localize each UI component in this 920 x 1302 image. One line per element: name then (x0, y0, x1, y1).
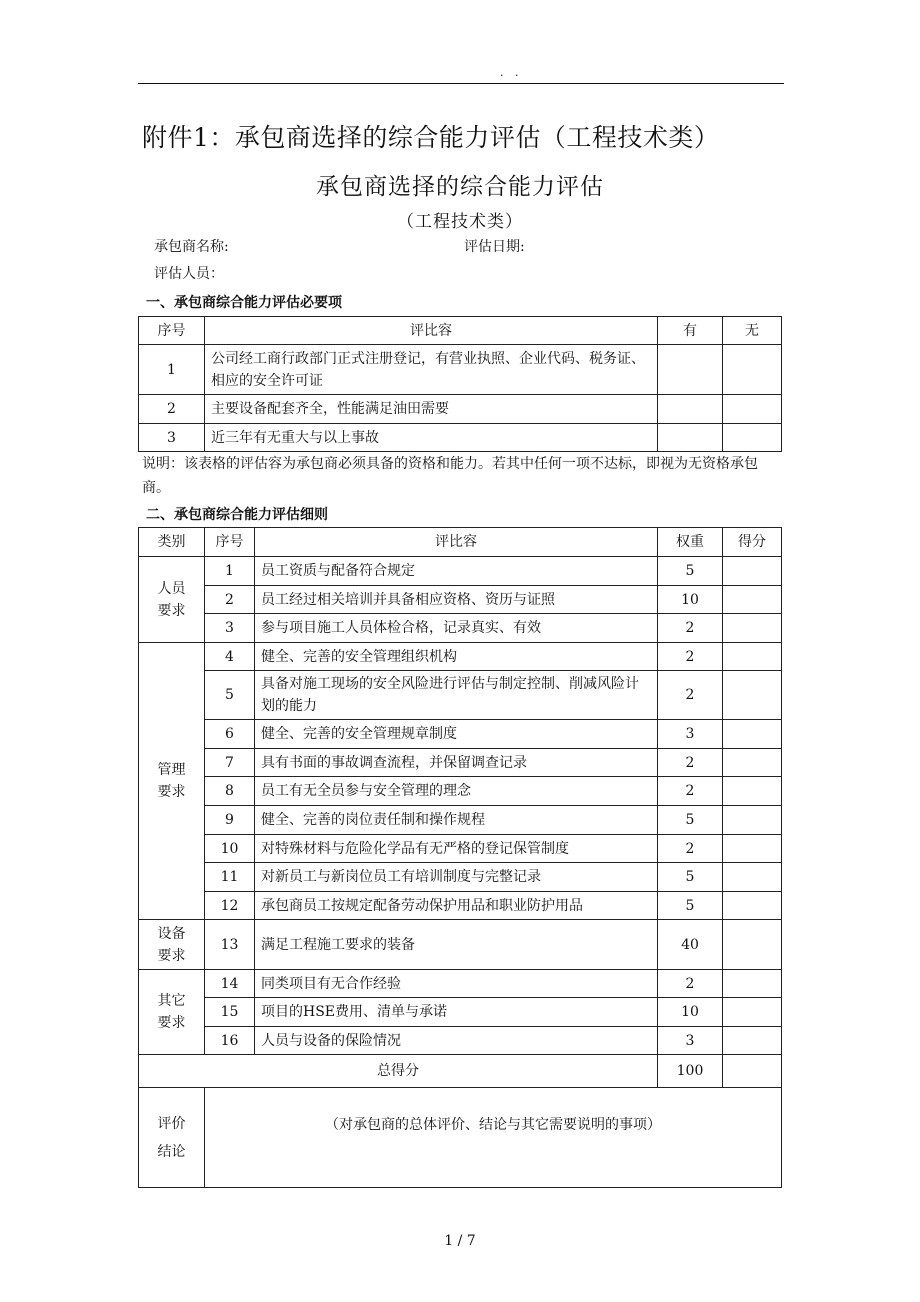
row-weight: 2 (658, 614, 723, 643)
row-no: 9 (205, 806, 255, 835)
total-score-cell[interactable] (723, 1055, 782, 1088)
eval-date-label: 评估日期: (464, 239, 525, 255)
row-content: 人员与设备的保险情况 (255, 1027, 658, 1055)
row-no: 12 (205, 892, 255, 920)
header-no: 序号 (205, 528, 255, 557)
table-row (139, 1027, 782, 1055)
contractor-name-label: 承包商名称: (154, 239, 229, 255)
row-content: 同类项目有无合作经验 (255, 970, 658, 998)
score-cell[interactable] (723, 643, 782, 671)
row-weight: 2 (658, 970, 723, 998)
table-row (139, 998, 782, 1027)
row-content: 对新员工与新岗位员工有培训制度与完整记录 (255, 863, 658, 892)
score-cell[interactable] (723, 557, 782, 586)
row-weight: 5 (658, 892, 723, 920)
score-cell[interactable] (723, 998, 782, 1027)
row-content: 员工有无全员参与安全管理的理念 (255, 777, 658, 806)
page-number: 1 / 7 (444, 1233, 476, 1249)
total-weight: 100 (658, 1055, 723, 1088)
row-weight: 40 (658, 920, 723, 970)
section1-title: 一、承包商综合能力评估必要项 (146, 295, 342, 311)
score-cell[interactable] (723, 892, 782, 920)
page-title: 承包商选择的综合能力评估 (316, 174, 604, 200)
score-cell[interactable] (723, 835, 782, 863)
row-content: 员工经过相关培训并具备相应资格、资历与证照 (255, 586, 658, 614)
row-content: 近三年有无重大与以上事故 (205, 424, 658, 452)
row-no: 1 (139, 345, 205, 395)
score-cell[interactable] (723, 749, 782, 777)
row-content: 承包商员工按规定配备劳动保护用品和职业防护用品 (255, 892, 658, 920)
row-weight: 2 (658, 671, 723, 720)
no-cell[interactable] (723, 395, 782, 424)
row-no: 15 (205, 998, 255, 1027)
row-no: 3 (205, 614, 255, 643)
row-no: 11 (205, 863, 255, 892)
table-row (139, 863, 782, 892)
row-no: 2 (139, 395, 205, 424)
row-no: 1 (205, 557, 255, 586)
score-cell[interactable] (723, 720, 782, 749)
no-cell[interactable] (723, 424, 782, 452)
header-weight: 权重 (658, 528, 723, 557)
row-no: 10 (205, 835, 255, 863)
row-content: 具有书面的事故调查流程，并保留调查记录 (255, 749, 658, 777)
row-weight: 2 (658, 777, 723, 806)
row-no: 2 (205, 586, 255, 614)
section2-title: 二、承包商综合能力评估细则 (146, 507, 328, 523)
header-score: 得分 (723, 528, 782, 557)
row-content: 满足工程施工要求的装备 (255, 920, 658, 970)
table-row (139, 614, 782, 643)
row-weight: 10 (658, 998, 723, 1027)
required-items-table (138, 316, 782, 452)
row-content: 公司经工商行政部门正式注册登记，有营业执照、企业代码、税务证、相应的安全许可证 (205, 345, 658, 395)
header-content: 评比容 (255, 528, 658, 557)
table-row (139, 777, 782, 806)
total-row (139, 1055, 782, 1088)
row-content: 对特殊材料与危险化学品有无严格的登记保管制度 (255, 835, 658, 863)
header-dots: . . (500, 66, 523, 79)
section1-note: 说明：该表格的评估容为承包商必须具备的资格和能力。若其中任何一项不达标，即视为无资格承包商。 (142, 456, 758, 496)
table-row (139, 345, 782, 395)
row-content: 健全、完善的岗位责任制和操作规程 (255, 806, 658, 835)
no-cell[interactable] (723, 345, 782, 395)
row-weight: 3 (658, 1027, 723, 1055)
score-cell[interactable] (723, 671, 782, 720)
evaluator-label: 评估人员： (154, 266, 224, 282)
table-row (139, 395, 782, 424)
table-row (139, 835, 782, 863)
yes-cell[interactable] (658, 424, 723, 452)
conclusion-field[interactable] (205, 1088, 782, 1188)
row-content: 健全、完善的安全管理规章制度 (255, 720, 658, 749)
table-row (139, 586, 782, 614)
header-rule (138, 83, 784, 84)
category-management: 管理要求 (139, 643, 205, 920)
table-row (139, 892, 782, 920)
category-equipment: 设备要求 (139, 920, 205, 970)
row-content: 员工资质与配备符合规定 (255, 557, 658, 586)
row-weight: 2 (658, 643, 723, 671)
row-weight: 2 (658, 749, 723, 777)
score-cell[interactable] (723, 614, 782, 643)
header-yes: 有 (658, 317, 723, 345)
row-no: 14 (205, 970, 255, 998)
conclusion-label: 评价结论 (139, 1088, 205, 1188)
header-content: 评比容 (205, 317, 658, 345)
score-cell[interactable] (723, 586, 782, 614)
yes-cell[interactable] (658, 345, 723, 395)
row-no: 13 (205, 920, 255, 970)
row-weight: 3 (658, 720, 723, 749)
table-row (139, 749, 782, 777)
conclusion-row (139, 1088, 782, 1188)
row-weight: 10 (658, 586, 723, 614)
category-other: 其它要求 (139, 970, 205, 1055)
table-row (139, 920, 782, 970)
attachment-title: 附件1：承包商选择的综合能力评估（工程技术类） (142, 123, 720, 152)
row-weight: 2 (658, 835, 723, 863)
table-row (139, 557, 782, 586)
total-label: 总得分 (139, 1055, 658, 1088)
score-cell[interactable] (723, 863, 782, 892)
conclusion-hint: （对承包商的总体评价、结论与其它需要说明的事项） (325, 1117, 661, 1133)
category-personnel: 人员要求 (139, 557, 205, 643)
score-cell[interactable] (723, 920, 782, 970)
row-content: 具备对施工现场的安全风险进行评估与制定控制、削减风险计划的能力 (255, 671, 658, 720)
header-no-col: 无 (723, 317, 782, 345)
score-cell[interactable] (723, 1027, 782, 1055)
row-weight: 5 (658, 806, 723, 835)
score-cell[interactable] (723, 970, 782, 998)
score-cell[interactable] (723, 806, 782, 835)
table-row (139, 424, 782, 452)
table-row (139, 970, 782, 998)
table-row (139, 643, 782, 671)
row-weight: 5 (658, 863, 723, 892)
header-no: 序号 (139, 317, 205, 345)
row-no: 4 (205, 643, 255, 671)
row-no: 7 (205, 749, 255, 777)
row-no: 16 (205, 1027, 255, 1055)
table-row (139, 806, 782, 835)
row-no: 3 (139, 424, 205, 452)
row-no: 6 (205, 720, 255, 749)
yes-cell[interactable] (658, 395, 723, 424)
table-row (139, 720, 782, 749)
row-content: 项目的HSE费用、清单与承诺 (255, 998, 658, 1027)
row-no: 8 (205, 777, 255, 806)
row-weight: 5 (658, 557, 723, 586)
row-content: 参与项目施工人员体检合格，记录真实、有效 (255, 614, 658, 643)
table-row (139, 671, 782, 720)
row-content: 主要设备配套齐全，性能满足油田需要 (205, 395, 658, 424)
score-cell[interactable] (723, 777, 782, 806)
header-category: 类别 (139, 528, 205, 557)
row-content: 健全、完善的安全管理组织机构 (255, 643, 658, 671)
row-no: 5 (205, 671, 255, 720)
assessment-detail-table (138, 527, 782, 1188)
page-subtitle: （工程技术类） (397, 212, 523, 232)
